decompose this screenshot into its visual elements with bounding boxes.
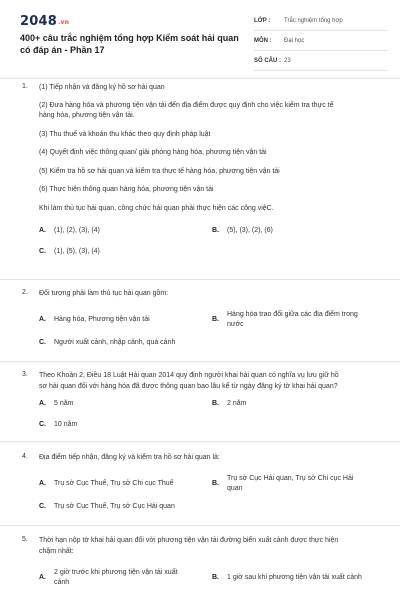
logo-text: 2048 (20, 14, 57, 29)
option-letter: B. (212, 400, 219, 407)
option-text: (1), (2), (3), (4) (54, 227, 100, 234)
meta-row-subject (254, 34, 388, 51)
question-item (0, 280, 400, 362)
question-line: Theo Khoản 2, Điều 18 Luật Hải quan 2014 quy định người khai hải quan có nghĩa vụ lưu giữ hồ (39, 372, 339, 379)
question-line: sơ hải quan đối với hàng hóa đã được thông quan bao lâu kể từ ngày đăng ký tờ khai hải quan? (39, 383, 338, 390)
option-letter: B. (212, 480, 219, 487)
question-stem: Khi làm thủ tục hải quan, công chức hải quan phải thực hiện các công việC. (39, 205, 274, 212)
question-line: Thời hạn nộp tờ khai hải quan đối với phương tiện vận tải đường biển xuất cảnh được thực hiện (39, 537, 339, 544)
option-letter: A. (39, 400, 46, 407)
option-letter: A. (39, 480, 46, 487)
option-letter: A. (39, 227, 46, 234)
option-letter: C. (39, 421, 46, 428)
question-line: (5) Kiểm tra hồ sơ hải quan và kiểm tra thực tế hàng hóa, phương tiện vận tải (39, 168, 280, 175)
question-number: 4. (22, 453, 28, 460)
question-line: (3) Thu thuế và khoản thu khác theo quy định pháp luật (39, 131, 211, 138)
question-stem: Địa điểm tiếp nhận, đăng ký và kiểm tra hồ sơ hải quan là: (39, 454, 220, 461)
option-text: 2 giờ trước khi phương tiện vận tải xuất (54, 569, 178, 576)
question-number: 2. (22, 289, 28, 296)
question-line: (4) Quyết định việc thông quan/ giải phóng hàng hóa, phương tiện vận tải (39, 149, 267, 156)
question-item (0, 78, 400, 280)
option-text: 5 năm (54, 400, 74, 407)
option-text: Hàng hóa, Phương tiện vận tải (54, 316, 150, 323)
answer-option-a[interactable] (39, 568, 209, 588)
option-text: Hàng hóa trao đổi giữa các địa điểm trong (227, 311, 358, 318)
option-text: 1 giờ sau khi phương tiện vận tải xuất cảnh (227, 574, 362, 581)
question-stem: Đối tượng phải làm thủ tục hải quan gồm: (39, 290, 169, 297)
option-text: Trụ sở Cục Thuế, Trụ sở Cục Hải quan (54, 503, 175, 510)
question-line: (6) Thực hiện thông quan hàng hóa, phương tiện vận tải (39, 186, 214, 193)
option-text: cảnh (54, 579, 70, 586)
question-item (0, 442, 400, 526)
option-text: (5), (3), (2), (6) (227, 227, 273, 234)
option-letter: C. (39, 339, 46, 346)
page-title: 400+ câu trắc nghiệm tổng hợp Kiểm soát hải quan có đáp án - Phần 17 (20, 33, 239, 55)
meta-row-class (254, 14, 388, 31)
site-logo[interactable] (20, 14, 69, 29)
meta-info (254, 14, 388, 74)
option-text: (1), (5), (3), (4) (54, 248, 100, 255)
option-letter: B. (212, 316, 219, 323)
question-item (0, 526, 400, 600)
option-text: nước (227, 321, 244, 328)
question-line: (2) Đưa hàng hóa và phương tiện vận tải đến địa điểm được quy định cho việc kiểm tra thực tế (39, 102, 334, 109)
question-item (0, 362, 400, 442)
option-letter: A. (39, 574, 46, 581)
question-list (0, 78, 400, 600)
option-text: 10 năm (54, 421, 78, 428)
question-number: 1. (22, 83, 28, 90)
question-line: chậm nhất: (39, 548, 74, 555)
answer-option-b[interactable] (212, 474, 382, 494)
page-header (0, 0, 400, 79)
meta-row-count (254, 54, 388, 71)
meta-value: Trắc nghiệm tổng hợp (284, 18, 343, 24)
option-letter: C. (39, 503, 46, 510)
option-letter: B. (212, 227, 219, 234)
logo-suffix: .vn (57, 19, 70, 26)
question-number: 5. (22, 536, 28, 543)
answer-option-b[interactable] (212, 310, 382, 330)
meta-key: LỚP : (254, 18, 271, 24)
meta-value: Đại học (284, 38, 305, 44)
meta-key: SỐ CÂU : (254, 58, 281, 64)
question-line: (1) Tiếp nhận và đăng ký hồ sơ hải quan (39, 84, 165, 91)
option-letter: B. (212, 574, 219, 581)
option-letter: C. (39, 248, 46, 255)
option-text: Người xuất cảnh, nhập cảnh, quá cảnh (54, 339, 176, 346)
question-line: hàng hóa, phương tiện vận tải. (39, 112, 135, 119)
option-text: Trụ sở Cục Hải quan, Trụ sở Chi cục Hải (227, 475, 354, 482)
option-text: quan (227, 485, 243, 492)
question-number: 3. (22, 371, 28, 378)
option-text: 2 năm (227, 400, 247, 407)
option-text: Trụ sở Cục Thuế, Trụ sở Chi cục Thuế (54, 480, 174, 487)
option-letter: A. (39, 316, 46, 323)
meta-key: MÔN : (254, 38, 272, 44)
meta-value: 23 (284, 58, 291, 64)
